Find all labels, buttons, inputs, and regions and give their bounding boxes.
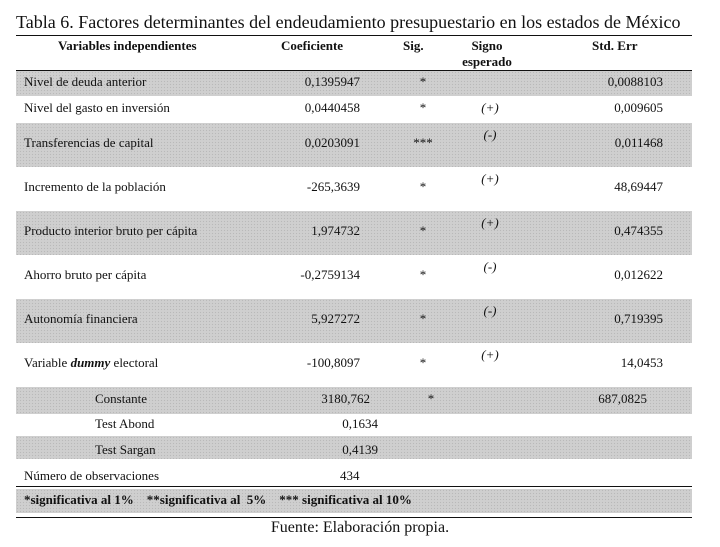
row-sig: * bbox=[419, 267, 427, 282]
row-coef: -100,8097 bbox=[306, 355, 360, 370]
row-sig: * bbox=[419, 223, 427, 238]
row-signo: (-) bbox=[483, 303, 497, 318]
variable-text: Variable bbox=[24, 355, 71, 370]
test-sargan-value: 0,4139 bbox=[342, 442, 378, 457]
test-abond-label: Test Abond bbox=[95, 416, 155, 431]
source-note: Fuente: Elaboración propia. bbox=[270, 519, 450, 536]
row-stderr: 0,719395 bbox=[614, 311, 663, 326]
row-stderr: 0,009605 bbox=[614, 100, 663, 115]
top-rule bbox=[16, 35, 692, 36]
observaciones-value: 434 bbox=[340, 468, 360, 483]
row-stderr: 0,011468 bbox=[614, 135, 663, 150]
row-stderr: 0,0088103 bbox=[607, 74, 663, 89]
row-variable bbox=[24, 355, 158, 371]
row-signo: (+) bbox=[481, 215, 499, 230]
row-signo: (-) bbox=[483, 127, 497, 142]
row-coef: 5,927272 bbox=[311, 311, 360, 326]
row-sig: * bbox=[419, 179, 427, 194]
row-variable: Producto interior bruto per cápita bbox=[24, 223, 198, 238]
header-sig: Sig. bbox=[403, 38, 424, 53]
row-variable: Nivel del gasto en inversión bbox=[24, 100, 170, 115]
row-sig: * bbox=[419, 311, 427, 326]
row-signo: (+) bbox=[481, 100, 499, 115]
row-variable: Incremento de la población bbox=[24, 179, 166, 194]
variable-dummy-emphasis: dummy bbox=[70, 355, 111, 370]
row-coef: 0,0203091 bbox=[304, 135, 360, 150]
row-variable: Autonomía financiera bbox=[24, 311, 138, 326]
header-variables: Variables independientes bbox=[58, 38, 197, 53]
header-signo-line1: Signo bbox=[471, 38, 503, 53]
constante-label: Constante bbox=[95, 391, 147, 406]
significance-footnote: *significativa al 1% **significativa al 5% *** significativa al 10% bbox=[24, 492, 412, 507]
row-coef: 1,974732 bbox=[311, 223, 360, 238]
row-variable: Ahorro bruto per cápita bbox=[24, 267, 147, 282]
row-sig: * bbox=[419, 74, 427, 89]
row-stderr: 0,012622 bbox=[614, 267, 663, 282]
test-sargan-label: Test Sargan bbox=[95, 442, 156, 457]
row-signo: (+) bbox=[481, 171, 499, 186]
row-stderr: 14,0453 bbox=[620, 355, 663, 370]
header-coeficiente: Coeficiente bbox=[281, 38, 344, 53]
header-signo-line2: esperado bbox=[462, 54, 512, 69]
row-coef: 0,0440458 bbox=[304, 100, 360, 115]
variable-text: electoral bbox=[110, 355, 159, 370]
bottom-rule bbox=[16, 517, 692, 518]
footnote-rule bbox=[16, 486, 692, 487]
row-sig: *** bbox=[413, 135, 433, 150]
constante-coef: 3180,762 bbox=[321, 391, 370, 406]
row-coef: -265,3639 bbox=[306, 179, 360, 194]
row-stderr: 48,69447 bbox=[614, 179, 663, 194]
table-title: Tabla 6. Factores determinantes del endeudamiento presupuestario en los estados de México bbox=[16, 12, 681, 32]
observaciones-label: Número de observaciones bbox=[24, 468, 160, 483]
header-signo-esperado bbox=[455, 38, 519, 70]
row-sig: * bbox=[419, 355, 427, 370]
row-coef: -0,2759134 bbox=[300, 267, 360, 282]
row-coef: 0,1395947 bbox=[304, 74, 360, 89]
row-signo: (-) bbox=[483, 259, 497, 274]
row-sig: * bbox=[419, 100, 427, 115]
constante-sig: * bbox=[427, 391, 435, 406]
row-signo: (+) bbox=[481, 347, 499, 362]
constante-stderr: 687,0825 bbox=[598, 391, 647, 406]
row-variable: Nivel de deuda anterior bbox=[24, 74, 147, 89]
test-abond-value: 0,1634 bbox=[342, 416, 378, 431]
row-stderr: 0,474355 bbox=[614, 223, 663, 238]
header-std-err: Std. Err bbox=[592, 38, 638, 53]
row-variable: Transferencias de capital bbox=[24, 135, 154, 150]
